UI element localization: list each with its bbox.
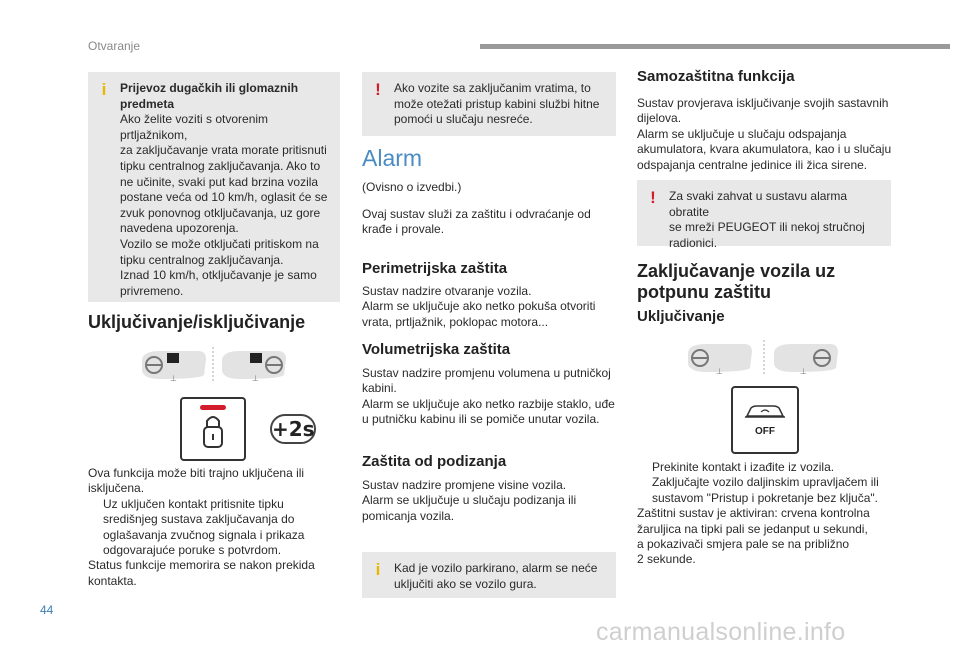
- text-line: središnjeg sustava zaključavanja do: [103, 512, 295, 527]
- page-number: 44: [40, 603, 54, 617]
- alarm-off-button-icon: [731, 386, 799, 454]
- text-line: u putničku kabinu ili se pomiče unutar vozila.: [362, 412, 600, 427]
- heading-line: potpunu zaštitu: [637, 282, 771, 302]
- onoff-text: [88, 466, 340, 589]
- text-line: a pokazivači smjera pale se na približno: [637, 537, 850, 552]
- info-box-line: tipku centralnog zaključavanja. Ako to: [120, 158, 321, 173]
- svg-text:⊥: ⊥: [170, 374, 177, 383]
- warning-line: može otežati pristup kabini službi hitne: [394, 96, 600, 111]
- text-line: Ovaj sustav služi za zaštitu i odvraćanje od: [362, 207, 591, 221]
- watermark-text: carmanualsonline.info: [596, 618, 846, 646]
- text-line: isključena.: [88, 481, 145, 496]
- press-duration-label: +2s: [270, 414, 316, 444]
- info-box-line: za zaključavanje vrata morate pritisnuti: [120, 143, 327, 158]
- text-line: Ova funkcija može biti trajno uključena ili: [88, 466, 305, 480]
- text-line: dijelova.: [637, 111, 682, 126]
- warning-line: Za svaki zahvat u sustavu alarma obratite: [669, 189, 848, 219]
- perimeter-heading: Perimetrijska zaštita: [362, 260, 508, 277]
- bullet-item: [637, 460, 899, 475]
- text-line: Alarm se uključuje u slučaju podizanja ili: [362, 493, 577, 508]
- info-box-line: Ako želite voziti s otvorenim prtljažnikom,: [120, 112, 269, 142]
- section-title: Otvaranje: [88, 39, 141, 53]
- info-box-line: zvuk ponovnog otključavanja, uz gore: [120, 205, 321, 220]
- enable-heading: Uključivanje: [637, 308, 725, 325]
- text-line: Uz uključen kontakt pritisnite tipku: [103, 496, 284, 511]
- dashboard-illustration: [140, 345, 300, 385]
- info-box-line: privremeno.: [120, 283, 184, 298]
- off-label: OFF: [755, 426, 775, 437]
- warning-line: se mreži PEUGEOT ili nekoj stručnoj: [669, 220, 865, 235]
- text-line: sustavom "Pristup i pokretanje bez ključa".: [652, 490, 878, 505]
- perimeter-text: [362, 284, 620, 330]
- warning-icon: !: [650, 188, 656, 207]
- bullet-symbol: [88, 497, 103, 559]
- text-line: odspajanja centralne jedinice ili žica sirene.: [637, 157, 868, 172]
- text-line: Alarm se uključuje ako netko razbije staklo, uđe: [362, 396, 615, 411]
- dashboard-illustration: [686, 338, 846, 378]
- volumetric-text: [362, 366, 620, 428]
- volumetric-heading: Volumetrijska zaštita: [362, 341, 511, 358]
- text-line: Sustav nadzire otvaranje vozila.: [362, 284, 532, 298]
- info-box-line: Iznad 10 km/h, otključavanje je samo: [120, 268, 317, 283]
- section-heading-onoff: Uključivanje/isključivanje: [88, 312, 306, 332]
- warning-box-service: [637, 180, 891, 250]
- info-icon: i: [375, 560, 381, 579]
- text-line: Sustav provjerava isključivanje svojih sastavnih: [637, 96, 889, 110]
- text-line: pomicanja vozila.: [362, 508, 455, 523]
- alarm-title: Alarm: [362, 145, 423, 171]
- info-box-long-items: [88, 72, 340, 302]
- text-line: Sustav nadzire promjenu volumena u putničkoj: [362, 366, 611, 380]
- self-protection-text: [637, 96, 895, 173]
- svg-text:⊥: ⊥: [716, 367, 723, 376]
- bullet-symbol: [637, 475, 652, 506]
- info-line: Kad je vozilo parkirano, alarm se neće: [394, 561, 598, 575]
- self-protection-heading: Samozaštitna funkcija: [637, 68, 795, 85]
- lift-text: [362, 478, 620, 524]
- info-line: uključiti ako se vozilo gura.: [394, 576, 537, 591]
- alarm-note: (Ovisno o izvedbi.): [362, 180, 462, 194]
- text-line: kontakta.: [88, 573, 137, 588]
- info-box-line: navedena upozorenja.: [120, 221, 239, 236]
- info-box-title: Prijevoz dugačkih ili glomaznih predmeta: [120, 81, 299, 111]
- text-line: žaruljica na tipki pali se jedanput u sekundi,: [637, 521, 868, 536]
- text-line: kabini.: [362, 381, 397, 396]
- info-box-line: tipku centralnog zaključavanja.: [120, 252, 284, 267]
- text-line: 2 sekunde.: [637, 552, 696, 567]
- text-line: Prekinite kontakt i izađite iz vozila.: [652, 460, 835, 474]
- text-line: krađe i provale.: [362, 222, 445, 237]
- full-protection-heading: [637, 261, 835, 303]
- bullet-item: [88, 497, 340, 559]
- info-box-parked: [362, 552, 616, 598]
- bullet-item: [637, 475, 899, 506]
- warning-line: Ako vozite sa zaključanim vratima, to: [394, 81, 591, 95]
- text-line: vrata, prtljažnik, poklopac motora...: [362, 314, 549, 329]
- warning-line: radionici.: [669, 235, 718, 250]
- text-line: Zaključajte vozilo daljinskim upravljačem ili: [652, 475, 879, 490]
- enable-text: [637, 460, 899, 568]
- text-line: Alarm se uključuje u slučaju odspajanja: [637, 126, 847, 141]
- text-line: oglašavanja zvučnog signala i prikaza: [103, 527, 305, 542]
- lift-heading: Zaštita od podizanja: [362, 453, 507, 470]
- info-icon: i: [101, 80, 107, 99]
- warning-line: pomoći u slučaju nesreće.: [394, 112, 533, 127]
- warning-icon: !: [375, 80, 381, 99]
- header-rule: [480, 44, 950, 49]
- svg-text:⊥: ⊥: [252, 374, 259, 383]
- text-line: odgovarajuće poruke s potvrdom.: [103, 543, 282, 558]
- svg-text:⊥: ⊥: [800, 367, 807, 376]
- info-box-line: postane veća od 10 km/h, oglasit će se: [120, 190, 328, 205]
- warning-box-locked-doors: [362, 72, 616, 136]
- central-lock-button-icon: [180, 397, 246, 461]
- text-line: Sustav nadzire promjene visine vozila.: [362, 478, 567, 492]
- text-line: Status funkcije memorira se nakon prekida: [88, 558, 315, 573]
- text-line: Alarm se uključuje ako netko pokuša otvoriti: [362, 299, 596, 314]
- info-box-line: ne učinite, svaki put kad brzina vozila: [120, 174, 319, 189]
- info-box-line: Vozilo se može otključati pritiskom na: [120, 236, 319, 251]
- bullet-symbol: [637, 460, 652, 475]
- text-line: akumulatora, kvara akumulatora, kao i u slučaju: [637, 142, 892, 157]
- alarm-text: [362, 207, 620, 238]
- text-line: Zaštitni sustav je aktiviran: crvena kontrolna: [637, 506, 870, 521]
- heading-line: Zaključavanje vozila uz: [637, 261, 836, 281]
